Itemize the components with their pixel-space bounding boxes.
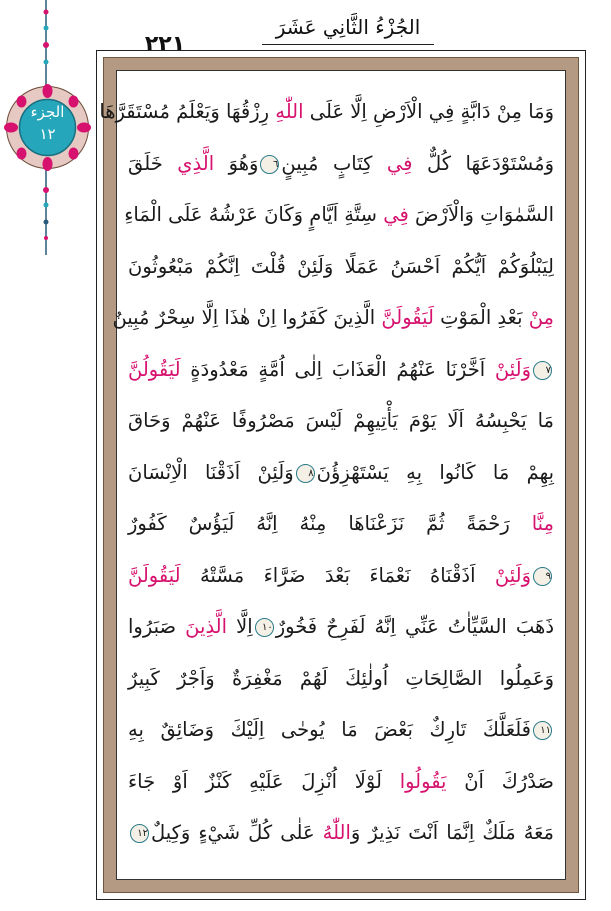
verse-end-marker: ١٢ bbox=[130, 824, 149, 843]
verse-text-area bbox=[99, 86, 555, 866]
verse-end-marker: ٨ bbox=[296, 464, 315, 483]
juz-medallion-word: الجزء bbox=[30, 103, 65, 121]
verse-text: لَوْلَا اُنْزِلَ عَلَيْهِ كَنْزٌ اَوْ جَاءَ bbox=[128, 769, 400, 793]
verse-text: عَلٰى كُلِّ شَيْءٍ وَكِيلٌ bbox=[151, 821, 323, 844]
highlighted-word: اللّٰهُ bbox=[322, 821, 351, 844]
verse-line bbox=[128, 601, 554, 653]
verse-text: مَعَهُ مَلَكٌ اِنَّمَا اَنْتَ نَذِيرٌ وَ bbox=[350, 821, 554, 844]
highlighted-word: الَّذِي bbox=[177, 151, 215, 175]
highlighted-word: فِي bbox=[383, 203, 409, 226]
verse-end-marker: ٧ bbox=[533, 361, 552, 380]
verse-text: اِلَّا bbox=[227, 615, 253, 638]
verse-line bbox=[128, 241, 554, 293]
verse-text: وَمُسْتَوْدَعَهَا كُلٌّ bbox=[412, 151, 554, 175]
verse-line bbox=[128, 447, 554, 499]
highlighted-word: يَقُولُوا bbox=[399, 769, 447, 793]
verse-line bbox=[128, 395, 554, 447]
verse-text: مَا يَحْبِسُهُ اَلَا يَوْمَ يَأْتِيهِمْ لَيْسَ مَصْرُوفًا عَنْهُمْ وَحَاقَ bbox=[128, 409, 554, 432]
verse-end-marker: ٦ bbox=[260, 155, 279, 174]
highlighted-word: الَّذِينَ bbox=[185, 615, 228, 638]
verse-end-marker: ٩ bbox=[533, 567, 552, 586]
verse-text: صَدْرُكَ اَنْ bbox=[446, 769, 554, 793]
verse-text: بَعْدِ الْمَوْتِ bbox=[433, 306, 529, 329]
verse-line bbox=[128, 653, 554, 705]
highlighted-word: فِي bbox=[386, 151, 413, 175]
verse-line bbox=[128, 498, 554, 550]
verse-text: وَمَا مِنْ دَابَّةٍ فِي الْاَرْضِ اِلَّا عَلَى bbox=[303, 100, 554, 123]
verse-line bbox=[124, 189, 554, 241]
verse-text: اَخَّرْنَا عَنْهُمُ الْعَذَابَ اِلٰى اُمَّةٍ مَعْدُودَةٍ bbox=[180, 357, 495, 381]
verse-text: صَبَرُوا bbox=[128, 615, 186, 638]
verse-line bbox=[128, 756, 554, 808]
verse-text: كِتَابٍ مُبِينٍ bbox=[281, 151, 387, 175]
highlighted-word: لَيَقُولَنَّ bbox=[381, 306, 434, 329]
juz-medallion-label bbox=[20, 101, 75, 155]
verse-line bbox=[128, 550, 554, 602]
verse-line bbox=[99, 86, 554, 138]
highlighted-word: لَيَقُولُنَّ bbox=[128, 357, 181, 381]
verse-end-marker: ١١ bbox=[533, 721, 552, 740]
verse-text: وَعَمِلُوا الصَّالِحَاتِ اُولٰئِكَ لَهُمْ مَغْفِرَةٌ وَاَجْرٌ كَبِيرٌ bbox=[128, 666, 554, 690]
verse-line bbox=[128, 344, 554, 396]
verse-text: خَلَقَ bbox=[128, 151, 178, 175]
verse-text: الَّذِينَ كَفَرُوا اِنْ هٰذَا اِلَّا سِحْرٌ مُبِينٌ bbox=[112, 306, 382, 329]
highlighted-word: مِنَّا bbox=[531, 512, 554, 535]
verse-line bbox=[112, 292, 554, 344]
verse-text: لِيَبْلُوَكُمْ اَيُّكُمْ اَحْسَنُ عَمَلًا وَلَئِنْ قُلْتَ اِنَّكُمْ مَبْعُوثُونَ bbox=[128, 254, 554, 278]
highlighted-word: اللّٰهِ bbox=[275, 100, 304, 123]
juz-medallion-number: ١٢ bbox=[39, 125, 56, 143]
highlighted-word: مِنْ bbox=[528, 306, 554, 329]
verse-end-marker: ١٠ bbox=[255, 618, 274, 637]
verse-text: بِهِمْ مَا كَانُوا بِهِ يَسْتَهْزِؤُنَ bbox=[316, 460, 554, 484]
highlighted-word: وَلَئِنْ bbox=[494, 563, 531, 587]
verse-text: سِتَّةِ اَيَّامٍ وَكَانَ عَرْشُهُ عَلَى الْمَاءِ bbox=[124, 203, 384, 226]
verse-text: وَلَئِنْ اَذَقْنَا الْاِنْسَانَ bbox=[128, 460, 294, 484]
juz-header-title: الجُزْءُ الثَّانِي عَشَرَ bbox=[275, 15, 421, 39]
highlighted-word: وَلَئِنْ bbox=[494, 357, 531, 381]
verse-line bbox=[128, 807, 554, 859]
verse-text: فَلَعَلَّكَ تَارِكٌ بَعْضَ مَا يُوحٰى اِلَيْكَ وَضَائِقٌ بِهِ bbox=[128, 718, 531, 741]
verse-text: رِزْقُهَا وَيَعْلَمُ مُسْتَقَرَّهَا bbox=[99, 100, 276, 123]
verse-line bbox=[128, 704, 554, 756]
verse-text: وَهُوَ bbox=[214, 151, 259, 175]
header-divider bbox=[262, 44, 434, 45]
verse-text: ذَهَبَ السَّيِّاٰتُ عَنِّي اِنَّهُ لَفَرِحٌ فَخُورٌ bbox=[275, 615, 555, 638]
highlighted-word: لَيَقُولَنَّ bbox=[128, 563, 181, 587]
verse-line bbox=[128, 138, 554, 190]
verse-text: رَحْمَةً ثُمَّ نَزَعْنَاهَا مِنْهُ اِنَّهُ لَيَؤُسٌ كَفُورٌ bbox=[128, 512, 532, 535]
verse-text: السَّمٰوَاتِ وَالْاَرْضَ bbox=[408, 203, 554, 226]
page-number: ٢٢١ bbox=[144, 32, 186, 57]
verse-text: اَذَقْنَاهُ نَعْمَاءَ بَعْدَ ضَرَّاءَ مَسَّتْهُ bbox=[180, 563, 495, 587]
